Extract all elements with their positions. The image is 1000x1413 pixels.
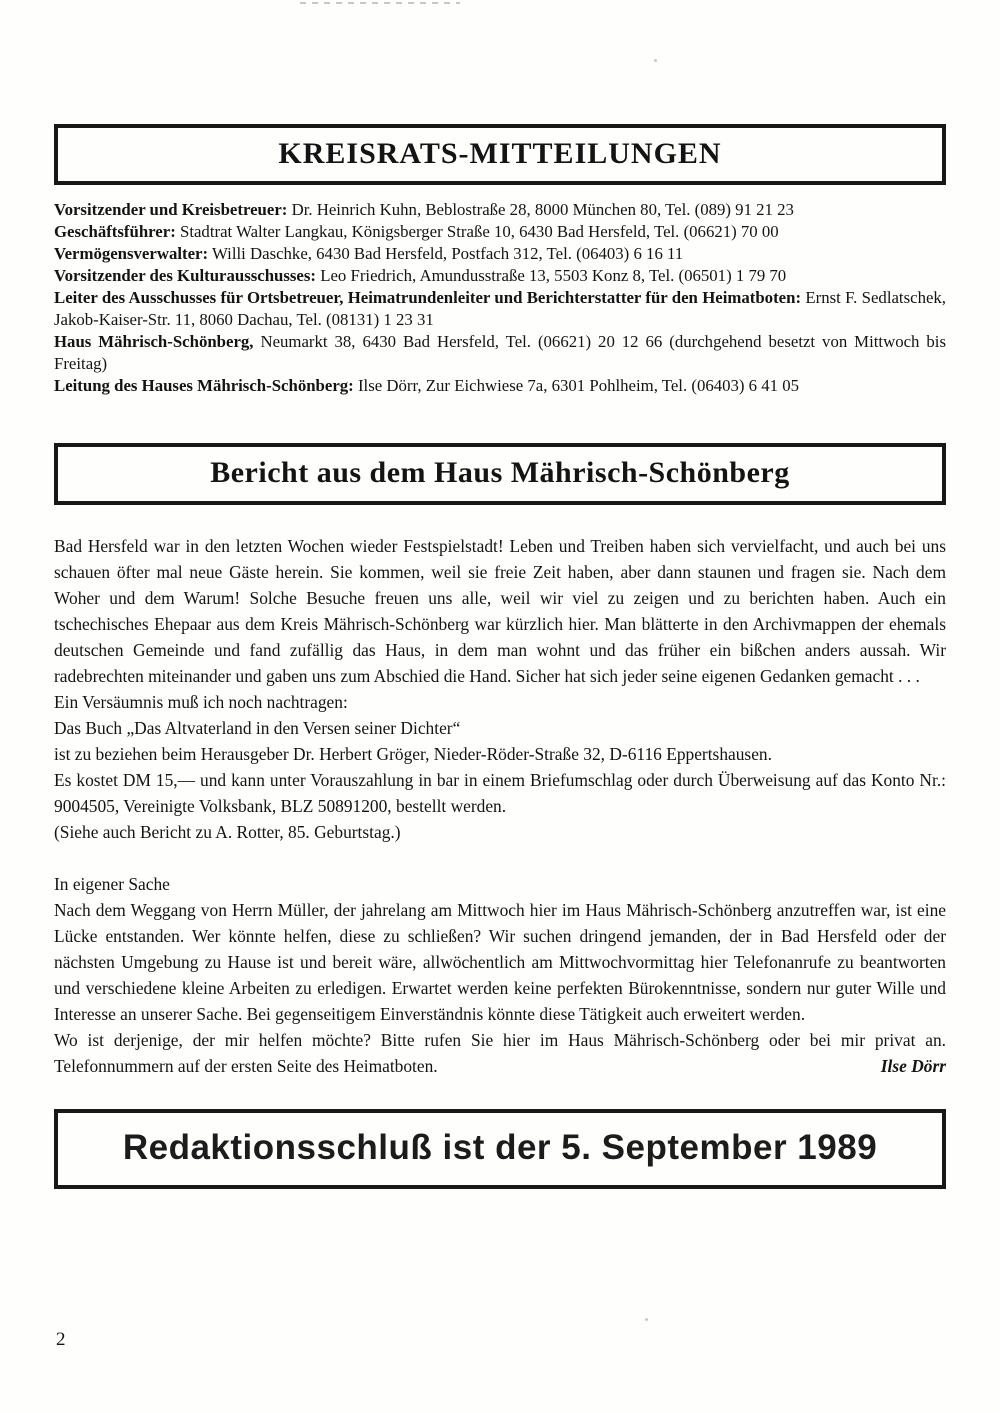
contact-line-culture-chair (54, 265, 946, 287)
contact-line-treasurer (54, 243, 946, 265)
contact-text: Willi Daschke, 6430 Bad Hersfeld, Postfach 312, Tel. (06403) 6 16 11 (208, 244, 684, 263)
paragraph-festspielstadt: Bad Hersfeld war in den letzten Wochen wieder Festspielstadt! Leben und Treiben haben sich vervielfacht, und auch bei uns schauen öfter mal neue Gäste herein. Sie kommen, weil sie freie Zeit haben, aber dann staunen und fragen sie. Nach dem Woher und dem Warum! Solche Besuche freuen uns alle, weil wir viel zu zeigen und zu berichten haben. Auch ein tschechisches Ehepaar aus dem Kreis Mährisch-Schönberg war kürzlich hier. Man blätterte in den Archivmappen der ehemals deutschen Gemeinde und fand zufällig das Haus, in dem man wohnt und das früher ein bißchen anders aussah. Wir radebrechten miteinander und gaben uns zum Abschied die Hand. Sicher hat sich jeder seine eigenen Gedanken gemacht . . . (54, 536, 946, 686)
closing-text: Wo ist derjenige, der mir helfen möchte? Bitte rufen Sie hier im Haus Mährisch-Schönberg oder bei mir privat an. Telefonnummern auf der ersten Seite des Heimatboten. (54, 1030, 946, 1076)
contact-line-house-management (54, 375, 946, 397)
paragraph-bezug: ist zu beziehen beim Herausgeber Dr. Herbert Gröger, Nieder-Röder-Straße 32, D-6116 Eppertshausen. (54, 744, 772, 764)
contact-line-committee-leader (54, 287, 946, 331)
contact-text: Neumarkt 38, 6430 Bad Hersfeld, Tel. (06621) 20 12 66 (durchgehend besetzt von Mittwoch bis Freitag) (54, 332, 946, 373)
contact-label: Leiter des Ausschusses für Ortsbetreuer, Heimatrundenleiter und Berichterstatter für den Heimatboten: (54, 288, 802, 307)
contact-text: Leo Friedrich, Amundusstraße 13, 5503 Konz 8, Tel. (06501) 1 79 70 (316, 266, 787, 285)
paragraph-buch: Das Buch „Das Altvaterland in den Versen seiner Dichter“ (54, 718, 461, 738)
deadline-box (54, 1109, 946, 1189)
paragraph-in-eigener-sache: In eigener Sache (54, 874, 170, 894)
contact-line-house (54, 331, 946, 375)
paragraph-preis: Es kostet DM 15,— und kann unter Vorauszahlung in bar in einem Briefumschlag oder durch Überweisung auf das Konto Nr.: 9004505, Vereinigte Volksbank, BLZ 50891200, bestellt werden. (54, 770, 946, 816)
scan-artifact (654, 59, 657, 62)
contact-label: Vorsitzender des Kulturausschusses: (54, 266, 317, 285)
contact-text: Ilse Dörr, Zur Eichwiese 7a, 6301 Pohlheim, Tel. (06403) 6 41 05 (353, 376, 800, 395)
contact-text: Stadtrat Walter Langkau, Königsberger Straße 10, 6430 Bad Hersfeld, Tel. (06621) 70 00 (175, 222, 779, 241)
paragraph-stellengesuch: Nach dem Weggang von Herrn Müller, der jahrelang am Mittwoch hier im Haus Mährisch-Schönberg anzutreffen war, ist eine Lücke entstanden. Wer könnte helfen, diese zu schließen? Wir suchen dringend jemanden, der in Bad Hersfeld oder der nächsten Umgebung zu Hause ist und bereit wäre, allwöchentlich am Mittwochvormittag hier Telefonanrufe zu beantworten und verschiedene kleine Arbeiten zu erledigen. Erwartet werden keine perfekten Bürokenntnisse, sondern nur guter Wille und Interesse an unserer Sache. Bei gegenseitigem Einverständnis könnte diese Tätigkeit auch erweitert werden. (54, 900, 946, 1024)
paragraph-closing (54, 1027, 946, 1079)
paragraph-versaeumnis: Ein Versäumnis muß ich noch nachtragen: (54, 692, 348, 712)
contact-label: Vorsitzender und Kreisbetreuer: (54, 200, 288, 219)
contact-label: Haus Mährisch-Schönberg, (54, 332, 254, 351)
contact-text: Ernst F. Sedlatschek, Jakob-Kaiser-Str. 11, 8060 Dachau, Tel. (08131) 1 23 31 (54, 288, 946, 329)
scan-artifact (645, 1318, 648, 1321)
scan-artifact (300, 2, 460, 4)
report-body (54, 533, 946, 1079)
author-signature: Ilse Dörr (880, 1056, 946, 1076)
report-title-box (54, 443, 946, 505)
report-title: Bericht aus dem Haus Mährisch-Schönberg (210, 456, 790, 489)
contact-line-chairman (54, 199, 946, 221)
deadline-text: Redaktionsschluß ist der 5. September 1989 (122, 1128, 878, 1167)
masthead-box (54, 124, 946, 185)
masthead-title: KREISRATS-MITTEILUNGEN (278, 137, 722, 170)
contact-label: Vermögensverwalter: (54, 244, 209, 263)
contact-text: Dr. Heinrich Kuhn, Beblostraße 28, 8000 München 80, Tel. (089) 91 21 23 (287, 200, 794, 219)
paragraph-hinweis: (Siehe auch Bericht zu A. Rotter, 85. Geburtstag.) (54, 822, 401, 842)
page-number: 2 (56, 1329, 66, 1350)
contact-line-manager (54, 221, 946, 243)
contact-list (54, 199, 946, 397)
contact-label: Geschäftsführer: (54, 222, 176, 241)
contact-label: Leitung des Hauses Mährisch-Schönberg: (54, 376, 354, 395)
